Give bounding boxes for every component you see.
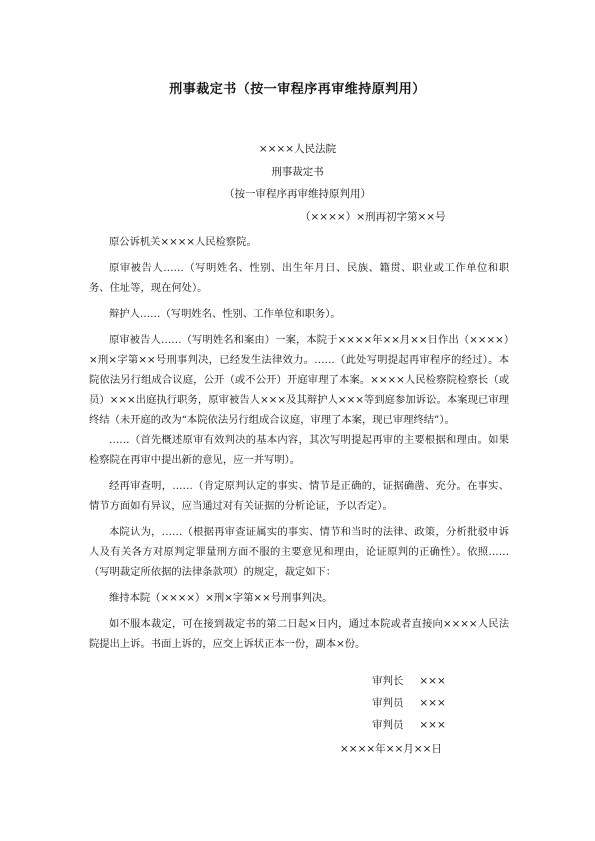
paragraph-ruling: 维持本院（××××）×刑×字第××号刑事判决。 bbox=[109, 592, 333, 604]
signer-name: ××× bbox=[419, 675, 446, 687]
document-body bbox=[89, 228, 509, 654]
signer-role: 审判长 bbox=[372, 675, 404, 687]
signer-name: ××× bbox=[419, 697, 446, 709]
signer-judge bbox=[372, 692, 446, 714]
paragraph-defender: 辩护人……（写明姓名、性别、工作单位和职务）。 bbox=[109, 308, 341, 320]
paragraph-original-judgment: ……（首先概述原审有效判决的基本内容，其次写明提起再审的主要根据和理由。如果检察院在再审中提出新的意见，应一并写明）。 bbox=[89, 434, 509, 466]
court-name: ××××人民法院 bbox=[258, 143, 337, 155]
paragraph-findings: 经再审查明，……（肯定原判认定的事实、情节是正确的，证据确凿、充分。在事实、情节方面如有异议，应当通过对有关证据的分析论证，予以否定）。 bbox=[89, 480, 509, 512]
paragraph-prosecutor: 原公诉机关××××人民检察院。 bbox=[109, 236, 257, 248]
signature-block bbox=[372, 670, 446, 736]
case-number: （××××）×刑再初字第××号 bbox=[300, 211, 446, 223]
paragraph-appeal: 如不服本裁定，可在接到裁定书的第二日起×日内，通过本院或者直接向××××人民法院提出上诉。书面上诉的，应交上诉状正本一份，副本×份。 bbox=[89, 618, 509, 650]
document-title: 刑事裁定书（按一审程序再审维持原判用） bbox=[169, 82, 426, 97]
document-type: 刑事裁定书 bbox=[271, 166, 324, 178]
signer-presiding-judge bbox=[372, 670, 446, 692]
signer-role: 审判员 bbox=[372, 719, 404, 731]
paragraph-defendant: 原审被告人……（写明姓名、性别、出生年月日、民族、籍贯、职业或工作单位和职务、住址等，现在何处）。 bbox=[89, 262, 509, 294]
document-subtitle: （按一审程序再审维持原判用） bbox=[224, 188, 371, 200]
signer-role: 审判员 bbox=[372, 697, 404, 709]
document-date: ××××年××月××日 bbox=[340, 743, 442, 755]
paragraph-reasoning: 本院认为，……（根据再审查证属实的事实、情节和当时的法律、政策，分析批驳申诉人及有关各方对原判定罪量刑方面不服的主要意见和理由，论证原判的正确性）。依照……（写明裁定所依据的法律条款项）的规定，裁定如下： bbox=[89, 526, 509, 578]
paragraph-case-history: 原审被告人……（写明姓名和案由）一案，本院于××××年××月××日作出（××××）×刑×字第××号刑事判决，已经发生法律效力。……（此处写明提起再审程序的经过）。本院依法另行组成合议庭，公开（或不公开）开庭审理了本案。××××人民检察院检察长（或员）×××出庭执行职务，原审被告人×××及其辩护人×××等到庭参加诉讼。本案现已审理终结（未开庭的改为“本院依法另行组成合议庭，审理了本案，现已审理终结”）。 bbox=[89, 334, 509, 426]
signer-judge bbox=[372, 714, 446, 736]
signer-name: ××× bbox=[419, 719, 446, 731]
